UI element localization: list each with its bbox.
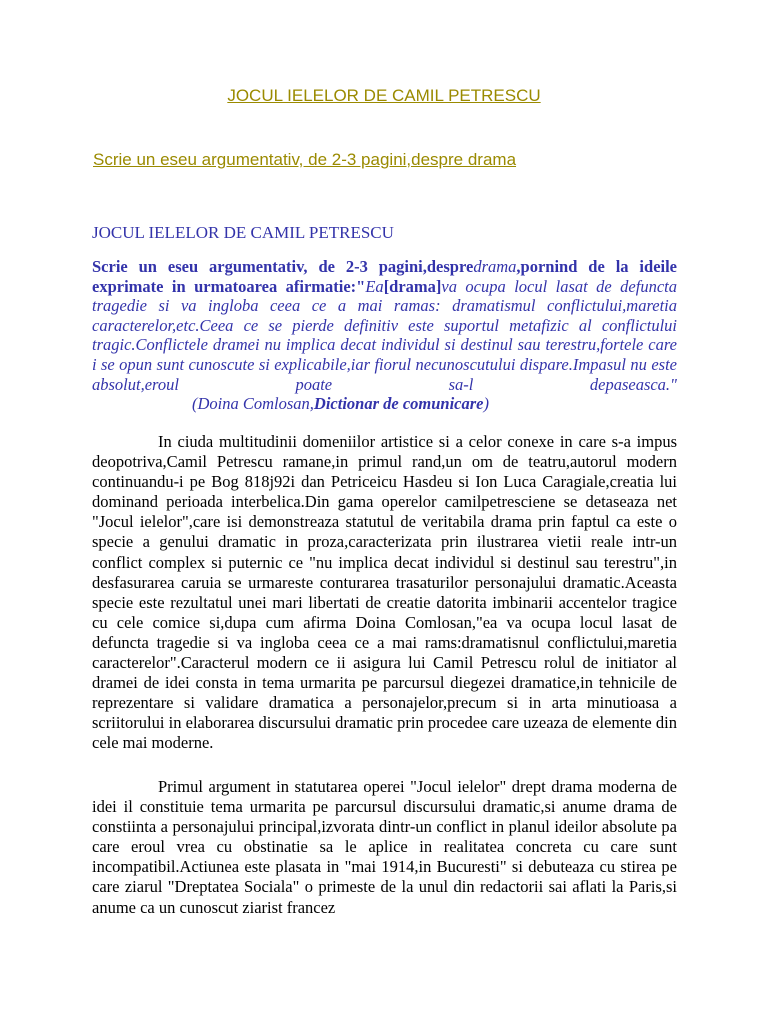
quote-source-author: (Doina Comlosan, [192,394,314,414]
prompt-lead-word: drama [473,257,517,276]
essay-task-title: Scrie un eseu argumentativ, de 2-3 pagini,despre drama [93,150,517,169]
quote-source [192,394,489,414]
section-heading: JOCUL IELELOR DE CAMIL PETRESCU [92,223,394,242]
quote-body: va ocupa locul lasat de defuncta tragedie si va ingloba ceea ce a mai ramas: dramatismul conflictului,maretia caracterelor,etc.Ceea ce se pierde definitiv este suportul metafizic al conflictului tragic.Conflictele dramei nu implica decat individul si destinul sau terestru,fortele care i se opun sunt cunoscute si explicabile,iar fiorul necunoscutului dispare.Impasul nu este absolut,eroul poate sa-l depaseasca." [92,276,677,394]
quote-source-close: ) [483,394,489,414]
prompt-lead: Scrie un eseu argumentativ, de 2-3 pagini,despre [92,257,474,276]
essay-prompt-quote [92,257,677,414]
body-paragraph-1: In ciuda multitudinii domeniilor artistice si a celor conexe in care s-a impus deopotriva,Camil Petrescu ramane,in primul rand,un om de teatru,autorul modern continuandu-i pe Bog 818j92i dan Petriceicu Hasdeu si Ion Luca Caragiale,creatia lui dominand perioada interbelica.Din gama operelor camilpetresciene se detaseaza net "Jocul ielelor",care isi demonstreaza statutul de veritabila drama prin faptul ca este o specie a genului dramatic in proza,caracterizata prin ilustrarea vietii reale intr-un conflict complex si puternic ce "nu implica decat individul si destinul sau terestru",in desfasurarea caruia se urmareste conturarea trasaturilor personajului dramatic.Aceasta specie este rezultatul unei mari libertati de creatie datorita imbinarii accentelor tragice cu cele comice si,dupa cum afirma Doina Comlosan,"ea va ocupa locul lasat de defuncta tragedie si va ingloba ceea ce a mai rams:dramatisnul conflictului,maretia caracterelor".Caracterul modern ce ii asigura lui Camil Petrescu rolul de initiator al dramei de idei consta in tema urmarita pe parcursul diegezei dramatice,in tehnicile de reprezentare si validare dramatica a personajelor,precum si in arta minutioasa a scriitorului in elaborarea discursului dramatic prin procedee care uzeaza de elemente din cele mai moderne. [92,432,677,753]
prompt-lead-rest: ,pornind de la ideile exprimate in urmatoarea afirmatie:" [92,257,678,296]
quote-drama-bracket: [drama] [383,276,442,296]
quote-source-work: Dictionar de comunicare [313,394,484,414]
document-title: JOCUL IELELOR DE CAMIL PETRESCU [227,86,541,105]
body-paragraph-2: Primul argument in statutarea operei "Jocul ielelor" drept drama moderna de idei il constituie tema urmarita pe parcursul discursului dramatic,si anume drama de constiinta a personajului principal,izvorata dintr-un conflict in planul ideilor absolute pa care eroul vrea cu obstinatie sa le aplice in realitatea concreta cu care sunt incompatibil.Actiunea este plasata in "mai 1914,in Bucuresti" si debuteaza cu stirea pe care ziarul "Dreptatea Sociala" o primeste de la unul din redactorii sai aflati la Paris,si anume ca un cunoscut ziarist francez [92,777,677,917]
quote-ea: Ea [365,276,384,296]
